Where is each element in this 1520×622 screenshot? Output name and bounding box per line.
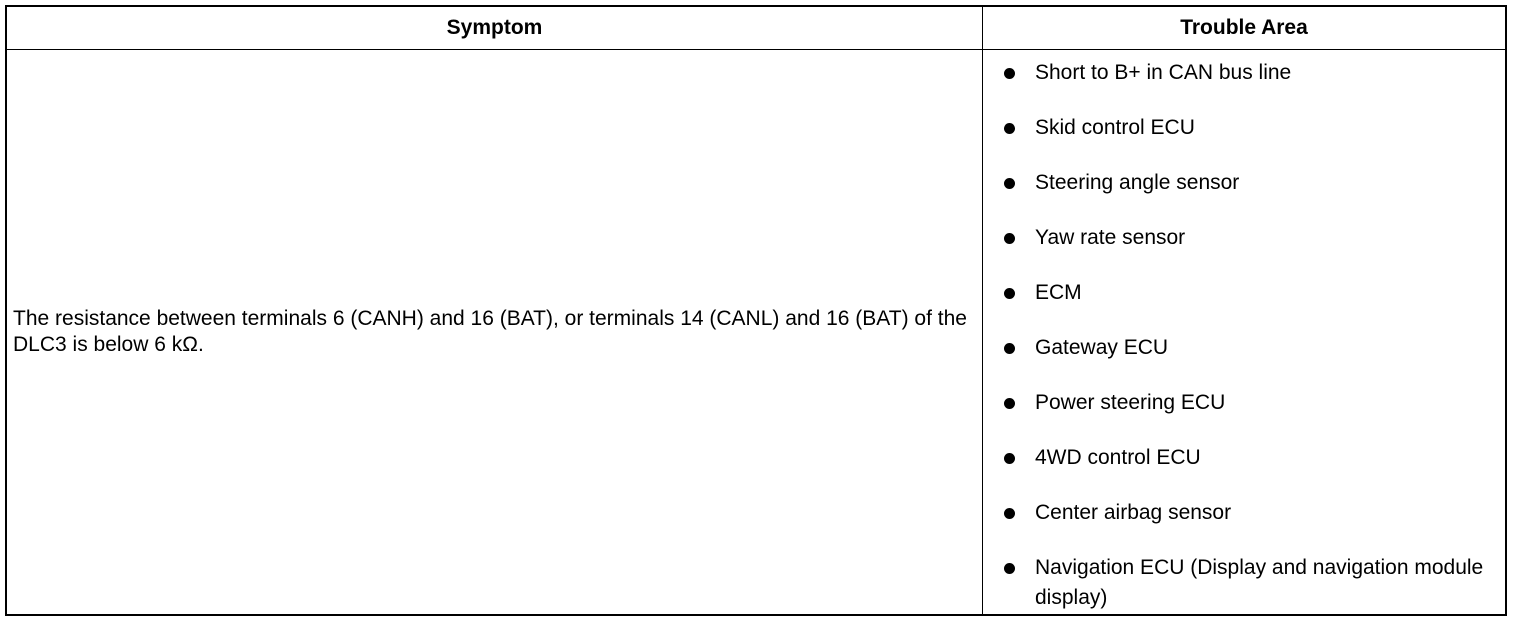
trouble-area-text: ECM <box>1035 281 1082 304</box>
bullet-icon <box>1004 68 1015 79</box>
bullet-icon <box>1004 453 1015 464</box>
header-trouble-area: Trouble Area <box>1180 16 1308 39</box>
symptom-text: The resistance between terminals 6 (CANH) and 16 (BAT), or terminals 14 (CANL) and 16 (BAT) of the DLC3 is below 6 kΩ. <box>13 307 967 356</box>
table-header-row <box>7 7 1505 50</box>
trouble-area-cell <box>983 50 1505 614</box>
trouble-area-text: Short to B+ in CAN bus line <box>1035 61 1292 84</box>
bullet-icon <box>1004 343 1015 354</box>
trouble-area-text: Gateway ECU <box>1035 336 1169 359</box>
bullet-icon <box>1004 563 1015 574</box>
list-item <box>983 113 1505 168</box>
trouble-table <box>5 5 1507 616</box>
trouble-area-list <box>983 58 1505 613</box>
list-item <box>983 388 1505 443</box>
list-item <box>983 168 1505 223</box>
list-item <box>983 278 1505 333</box>
list-item <box>983 443 1505 498</box>
bullet-icon <box>1004 233 1015 244</box>
trouble-area-text: Yaw rate sensor <box>1035 226 1186 249</box>
bullet-icon <box>1004 288 1015 299</box>
list-item <box>983 333 1505 388</box>
trouble-area-text: 4WD control ECU <box>1035 446 1201 469</box>
symptom-cell <box>7 50 983 614</box>
trouble-area-text: Center airbag sensor <box>1035 501 1232 524</box>
bullet-icon <box>1004 508 1015 519</box>
trouble-area-text: Steering angle sensor <box>1035 171 1240 194</box>
list-item <box>983 553 1505 613</box>
table-row <box>7 50 1505 614</box>
list-item <box>983 58 1505 113</box>
bullet-icon <box>1004 178 1015 189</box>
list-item <box>983 223 1505 278</box>
trouble-area-text: Power steering ECU <box>1035 391 1226 414</box>
bullet-icon <box>1004 123 1015 134</box>
bullet-icon <box>1004 398 1015 409</box>
header-symptom: Symptom <box>7 7 983 49</box>
trouble-area-text: Navigation ECU (Display and navigation module display) <box>1035 556 1484 609</box>
list-item <box>983 498 1505 553</box>
trouble-area-text: Skid control ECU <box>1035 116 1195 139</box>
